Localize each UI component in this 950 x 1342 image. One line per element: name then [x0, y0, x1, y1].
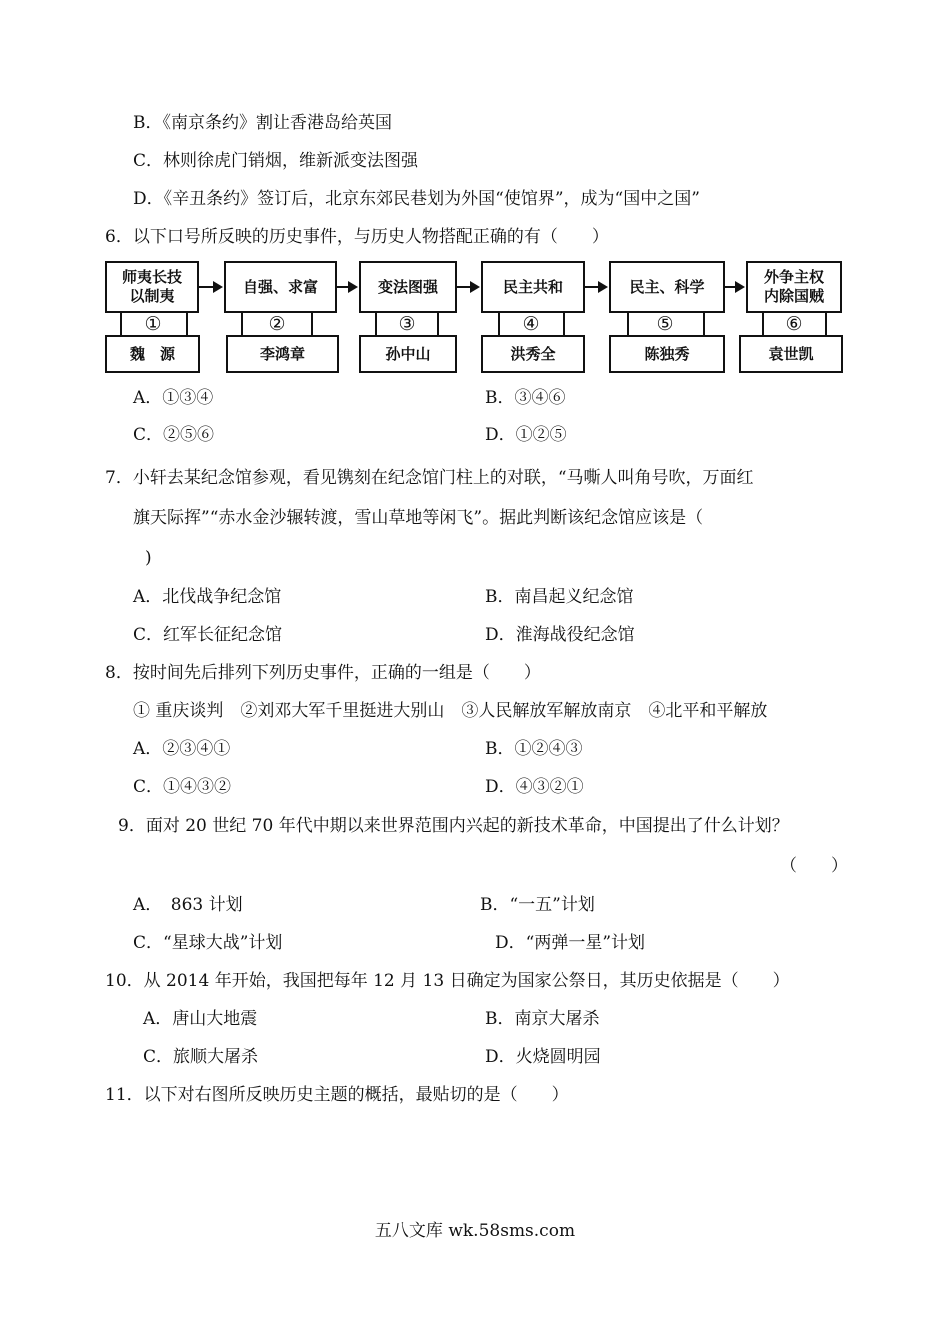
person-box-6: 袁世凯	[739, 335, 843, 373]
arrow-2	[337, 286, 356, 288]
number-3: ③	[398, 313, 416, 335]
q6-stem: 6．以下口号所反映的历史事件，与历史人物搭配正确的有（ ）	[105, 227, 609, 247]
q11-stem: 11．以下对右图所反映历史主题的概括，最贴切的是（ ）	[105, 1085, 569, 1105]
q5-option-c: C．林则徐虎门销烟，维新派变法图强	[133, 151, 419, 171]
person-box-3: 孙中山	[359, 335, 457, 373]
q9-option-a: A． 863 计划	[133, 895, 243, 915]
q6-option-b: B．③④⑥	[485, 388, 566, 408]
q9-paren: （ ）	[780, 856, 848, 876]
q10-stem: 10．从 2014 年开始，我国把每年 12 月 13 日确定为国家公祭日，其历史依据是（ ）	[105, 971, 790, 991]
q7-stem-line2: 旗天际挥”“赤水金沙辗转渡，雪山草地等闲飞”。据此判断该纪念馆应该是（	[133, 508, 704, 528]
slogan-box-3: 变法图强	[359, 261, 457, 313]
q8-option-a: A．②③④①	[133, 739, 231, 759]
slogan-box-5: 民主、科学	[609, 261, 725, 313]
q6-option-c: C．②⑤⑥	[133, 425, 215, 445]
q6-option-d: D．①②⑤	[485, 425, 567, 445]
number-1: ①	[144, 313, 162, 335]
q7-stem-line1: 7．小轩去某纪念馆参观，看见镌刻在纪念馆门柱上的对联，“马嘶人叫角号吹，万面红	[105, 468, 754, 488]
q9-option-b: B．“一五”计划	[480, 895, 595, 915]
arrow-3	[457, 286, 478, 288]
slogan-box-6: 外争主权 内除国贼	[746, 261, 842, 313]
q7-option-a: A．北伐战争纪念馆	[133, 587, 282, 607]
q9-option-c: C．“星球大战”计划	[133, 933, 283, 953]
q5-option-b: B．《南京条约》割让香港岛给英国	[133, 113, 392, 133]
q8-stem: 8．按时间先后排列下列历史事件，正确的一组是（ ）	[105, 663, 541, 683]
page-footer: 五八文库 wk.58sms.com	[374, 1221, 576, 1241]
q8-events: ① 重庆谈判 ②刘邓大军千里挺进大别山 ③人民解放军解放南京 ④北平和平解放	[133, 701, 768, 721]
q5-option-d: D．《辛丑条约》签订后，北京东郊民巷划为外国“使馆界”，成为“国中之国”	[133, 189, 700, 209]
q6-diagram	[105, 258, 845, 374]
q9-option-d: D．“两弹一星”计划	[495, 933, 646, 953]
number-2: ②	[268, 313, 286, 335]
q9-stem: 9．面对 20 世纪 70 年代中期以来世界范围内兴起的新技术革命，中国提出了什么计划？	[118, 816, 789, 836]
q10-option-b: B．南京大屠杀	[485, 1009, 600, 1029]
arrow-5	[725, 286, 743, 288]
number-5: ⑤	[656, 313, 674, 335]
q8-option-b: B．①②④③	[485, 739, 583, 759]
person-box-1: 魏 源	[105, 335, 200, 373]
q7-option-b: B．南昌起义纪念馆	[485, 587, 634, 607]
q7-stem-line3: )	[145, 548, 152, 568]
number-6: ⑥	[785, 313, 803, 335]
q10-option-c: C．旅顺大屠杀	[143, 1047, 259, 1067]
q6-option-a: A．①③④	[133, 388, 214, 408]
person-box-5: 陈独秀	[609, 335, 725, 373]
number-4: ④	[522, 313, 540, 335]
q7-option-c: C．红军长征纪念馆	[133, 625, 283, 645]
slogan-box-4: 民主共和	[481, 261, 585, 313]
q8-option-c: C．①④③②	[133, 777, 232, 797]
arrow-4	[585, 286, 606, 288]
person-box-4: 洪秀全	[481, 335, 585, 373]
q10-option-d: D．火烧圆明园	[485, 1047, 601, 1067]
slogan-box-2: 自强、求富	[224, 261, 337, 313]
person-box-2: 李鸿章	[226, 335, 339, 373]
q8-option-d: D．④③②①	[485, 777, 584, 797]
q7-option-d: D．淮海战役纪念馆	[485, 625, 635, 645]
slogan-box-1: 师夷长技 以制夷	[105, 261, 199, 313]
q10-option-a: A．唐山大地震	[143, 1009, 258, 1029]
arrow-1	[199, 286, 221, 288]
